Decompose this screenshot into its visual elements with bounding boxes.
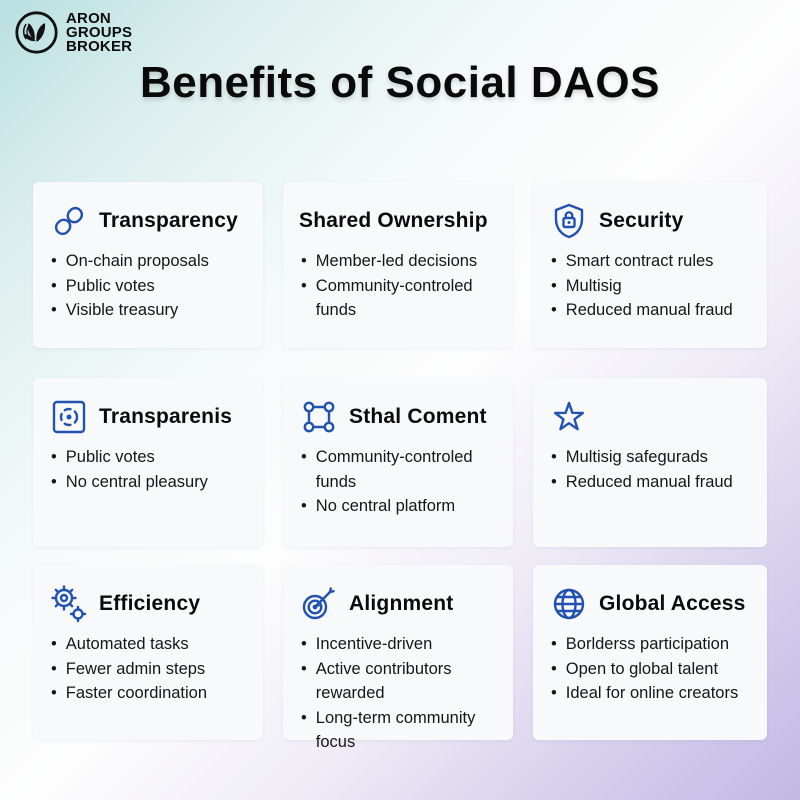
- card-header: [49, 394, 251, 440]
- network-nodes-icon: [299, 397, 339, 437]
- cards-row-3: [33, 565, 767, 751]
- card-header: [549, 581, 755, 627]
- card-title: Security: [599, 209, 684, 232]
- globe-icon: [549, 584, 589, 624]
- card-star: [533, 378, 767, 547]
- bullet-item: • Open to global talent: [549, 657, 755, 682]
- card-title: Alignment: [349, 592, 454, 615]
- bullet-item: • Reduced manual fraud: [549, 298, 755, 323]
- card-title: Efficiency: [99, 592, 201, 615]
- bullet-item: • Visible treasury: [49, 298, 251, 323]
- bullet-list: [49, 632, 251, 706]
- gears-icon: [49, 584, 89, 624]
- card-title: Sthal Coment: [349, 405, 487, 428]
- bullet-item: • Public votes: [49, 274, 251, 299]
- brand-line-3: BROKER: [66, 37, 133, 55]
- brand-line-1: ARON: [66, 9, 111, 27]
- bullet-item: • Community-controled funds: [299, 445, 501, 494]
- bullet-list: [549, 632, 755, 706]
- chain-link-icon: [49, 201, 89, 241]
- bullet-item: • Reduced manual fraud: [549, 470, 755, 495]
- bullet-list: [299, 445, 501, 519]
- bullet-item: • Smart contract rules: [549, 249, 755, 274]
- card-security: [533, 182, 767, 348]
- brand-logo: [14, 10, 132, 55]
- bullet-item: • On-chain proposals: [49, 249, 251, 274]
- bullet-item: • Active contributors rewarded: [299, 657, 501, 706]
- bullet-list: [549, 249, 755, 323]
- cards-row-2: [33, 378, 767, 547]
- star-icon: [549, 397, 589, 437]
- bullet-item: • Fewer admin steps: [49, 657, 251, 682]
- card-efficiency: [33, 565, 263, 740]
- target-arrow-icon: [299, 584, 339, 624]
- card-transparency: [33, 182, 263, 348]
- card-title: Global Access: [599, 592, 746, 615]
- cards-row-1: [33, 182, 767, 348]
- bullet-list: [49, 249, 251, 323]
- bullet-item: • Community-controled funds: [299, 274, 501, 323]
- card-header: [299, 394, 501, 440]
- shield-lock-icon: [549, 201, 589, 241]
- bullet-item: • Faster coordination: [49, 681, 251, 706]
- bullet-item: • No central platform: [299, 494, 501, 519]
- bullet-list: [49, 445, 251, 494]
- card-title: Transparency: [99, 209, 238, 232]
- bullet-list: [549, 445, 755, 494]
- card-alignment: [283, 565, 513, 751]
- bullet-item: • Multisig safegurads: [549, 445, 755, 470]
- bullet-list: [299, 249, 501, 323]
- card-header: [49, 198, 251, 244]
- card-transparenis: [33, 378, 263, 547]
- scan-target-icon: [49, 397, 89, 437]
- card-header: [549, 394, 755, 440]
- card-header: [299, 581, 501, 627]
- bullet-item: • Incentive-driven: [299, 632, 501, 657]
- bullet-item: • Borlderss participation: [549, 632, 755, 657]
- bullet-item: • Multisig: [549, 274, 755, 299]
- card-header: [49, 581, 251, 627]
- card-header: [549, 198, 755, 244]
- brand-line-2: GROUPS: [66, 23, 133, 41]
- page-title: Benefits of Social DAOS: [139, 58, 661, 107]
- card-header: [299, 198, 501, 244]
- bullet-item: • No central pleasury: [49, 470, 251, 495]
- bullet-item: • Automated tasks: [49, 632, 251, 657]
- card-title: Transparenis: [99, 405, 233, 428]
- bullet-list: [299, 632, 501, 755]
- leaf-logo-icon: [14, 10, 59, 55]
- card-global-access: [533, 565, 767, 740]
- bullet-item: • Member-led decisions: [299, 249, 501, 274]
- card-shared-ownership: [283, 182, 513, 348]
- brand-name: [66, 9, 133, 55]
- card-title: Shared Ownership: [299, 209, 488, 232]
- bullet-item: • Long-term community focus: [299, 706, 501, 755]
- bullet-item: • Ideal for online creators: [549, 681, 755, 706]
- card-sthal-coment: [283, 378, 513, 547]
- bullet-item: • Public votes: [49, 445, 251, 470]
